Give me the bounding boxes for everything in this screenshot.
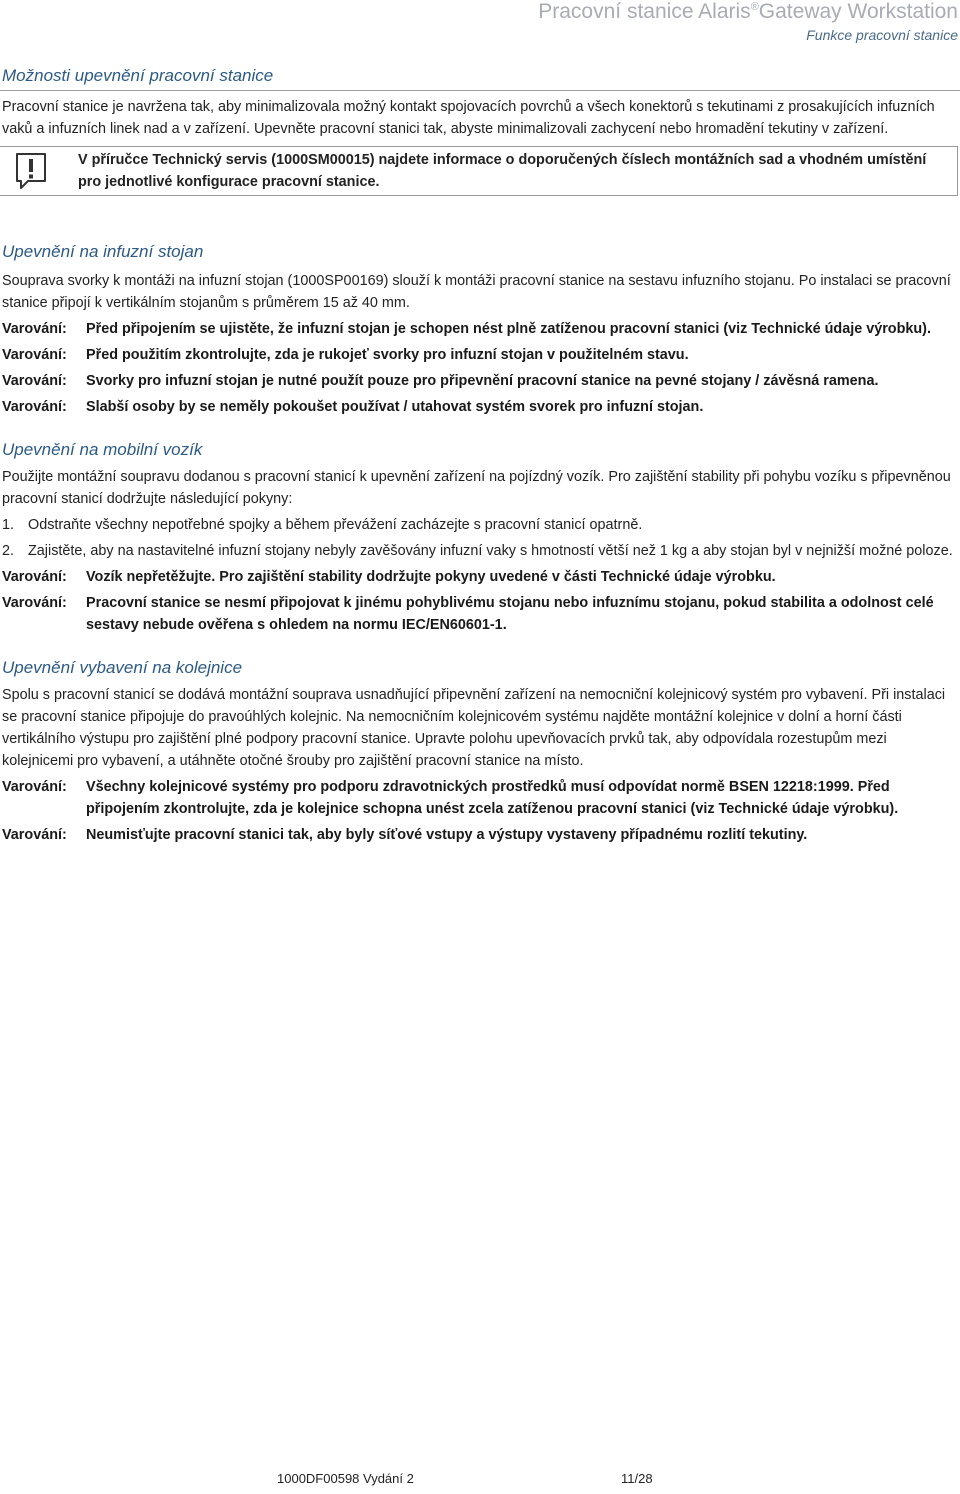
note-text: V příručce Technický servis (1000SM00015) najdete informace o doporučených číslech montážních sad a vhodném umístění pro jednotlivé konfigurace pracovní stanice. (78, 152, 927, 190)
pole-mount-paragraph: Souprava svorky k montáži na infuzní stojan (1000SP00169) slouží k montáži pracovní stanice na sestavu infuzního stojanu. Po instalaci se pracovní stanice připojí k vertikálním stojanům s průměrem 15 až 40 mm. (2, 273, 951, 311)
warning-item (2, 370, 958, 392)
list-item (2, 514, 958, 536)
warning-label: Varování: (2, 373, 67, 389)
list-number: 2. (2, 543, 15, 559)
warning-label: Varování: (2, 347, 67, 363)
warning-text: Vozík nepřetěžujte. Pro zajištění stability dodržujte pokyny uvedené v části Technické údaje výrobku. (86, 569, 776, 585)
note-box (0, 146, 958, 196)
list-text: Zajistěte, aby na nastavitelné infuzní stojany nebyly zavěšovány infuzní vaky s hmotností větší než 1 kg a aby stojan byl v nejnižší možné poloze. (28, 543, 953, 559)
warning-text: Slabší osoby by se neměly pokoušet používat / utahovat systém svorek pro infuzní stojan. (86, 399, 704, 415)
warning-label: Varování: (2, 779, 67, 795)
pole-mount-heading: Upevnění na infuzní stojan (2, 242, 204, 261)
warning-text: Pracovní stanice se nesmí připojovat k jinému pohyblivému stojanu nebo infuznímu stojanu, pokud stabilita a odolnost celé sestavy nebude ověřena s ohledem na normu IEC/EN60601-1. (86, 595, 934, 633)
pole-warnings (0, 318, 958, 418)
warning-item (2, 824, 958, 846)
rail-warnings (0, 776, 958, 846)
warning-text: Svorky pro infuzní stojan je nutné použít pouze pro připevnění pracovní stanice na pevné stojany / závěsná ramena. (86, 373, 879, 389)
cart-instructions-list (0, 514, 958, 562)
rail-mount-heading: Upevnění vybavení na kolejnice (2, 658, 243, 677)
warning-label: Varování: (2, 569, 67, 585)
warning-text: Všechny kolejnicové systémy pro podporu zdravotnických prostředků musí odpovídat normě BSEN 12218:1999. Před připojením zkontrolujte, zda je kolejnice schopna unést zcela zatíženou pracovní stanici (viz Technické údaje výrobku). (86, 779, 899, 817)
footer-page-number: 11/28 (621, 1471, 653, 1486)
warning-item (2, 344, 958, 366)
document-header-title (538, 0, 958, 24)
warning-label: Varování: (2, 595, 67, 611)
registered-mark: ® (750, 1, 759, 13)
warning-label: Varování: (2, 321, 67, 337)
rail-mount-paragraph: Spolu s pracovní stanicí se dodává montážní souprava usnadňující připevnění zařízení na nemocniční kolejnicový systém pro vybavení. Při instalaci se pracovní stanice připojuje do pravoúhlých kolejnic. Na nemocničním kolejnicovém systému najděte montážní kolejnice v dolní a horní části vertikálního výstupu pro zajištění plné podpory pracovní stanice. Upravte polohu upevňovacích prvků tak, aby odpovídala rozestupům mezi kolejnicemi pro vybavení, a utáhněte otočné šrouby pro zajištění pracovní stanice na místo. (2, 687, 946, 769)
list-text: Odstraňte všechny nepotřebné spojky a během převážení zacházejte s pracovní stanicí opatrně. (28, 517, 643, 533)
page-content (0, 96, 958, 846)
cart-mount-paragraph: Použijte montážní soupravu dodanou s pracovní stanicí k upevnění zařízení na pojízdný vozík. Pro zajištění stability při pohybu vozíku s připevněnou pracovní stanicí dodržujte následující pokyny: (2, 469, 951, 507)
warning-text: Před připojením se ujistěte, že infuzní stojan je schopen nést plně zatíženou pracovní stanici (viz Technické údaje výrobku). (86, 321, 931, 337)
document-header-subtitle: Funkce pracovní stanice (806, 27, 958, 43)
cart-warnings (0, 566, 958, 636)
warning-item (2, 592, 958, 636)
list-item (2, 540, 958, 562)
warning-text: Neumisťujte pracovní stanici tak, aby byly síťové vstupy a výstupy vystaveny případnému rozlití tekutiny. (86, 827, 808, 843)
header-title-suffix: Gateway Workstation (758, 0, 958, 23)
warning-item (2, 318, 958, 340)
section-title: Možnosti upevnění pracovní stanice (2, 66, 274, 85)
warning-label: Varování: (2, 827, 67, 843)
note-exclamation-icon (14, 152, 48, 190)
list-number: 1. (2, 517, 15, 533)
header-title-prefix: Pracovní stanice Alaris (538, 0, 751, 23)
warning-text: Před použitím zkontrolujte, zda je rukojeť svorky pro infuzní stojan v použitelném stavu. (86, 347, 689, 363)
intro-paragraph: Pracovní stanice je navržena tak, aby minimalizovala možný kontakt spojovacích povrchů a všech konektorů s tekutinami z prosakujících infuzních vaků a infuzních linek nad a v zařízení. Upevněte pracovní stanici tak, abyste minimalizovali zachycení nebo hromadění tekutiny v zařízení. (2, 99, 935, 137)
warning-item (2, 776, 958, 820)
cart-mount-heading: Upevnění na mobilní vozík (2, 440, 203, 459)
footer-document-number: 1000DF00598 Vydání 2 (277, 1471, 414, 1486)
warning-item (2, 396, 958, 418)
warning-item (2, 566, 958, 588)
header-divider (0, 90, 960, 91)
warning-label: Varování: (2, 399, 67, 415)
